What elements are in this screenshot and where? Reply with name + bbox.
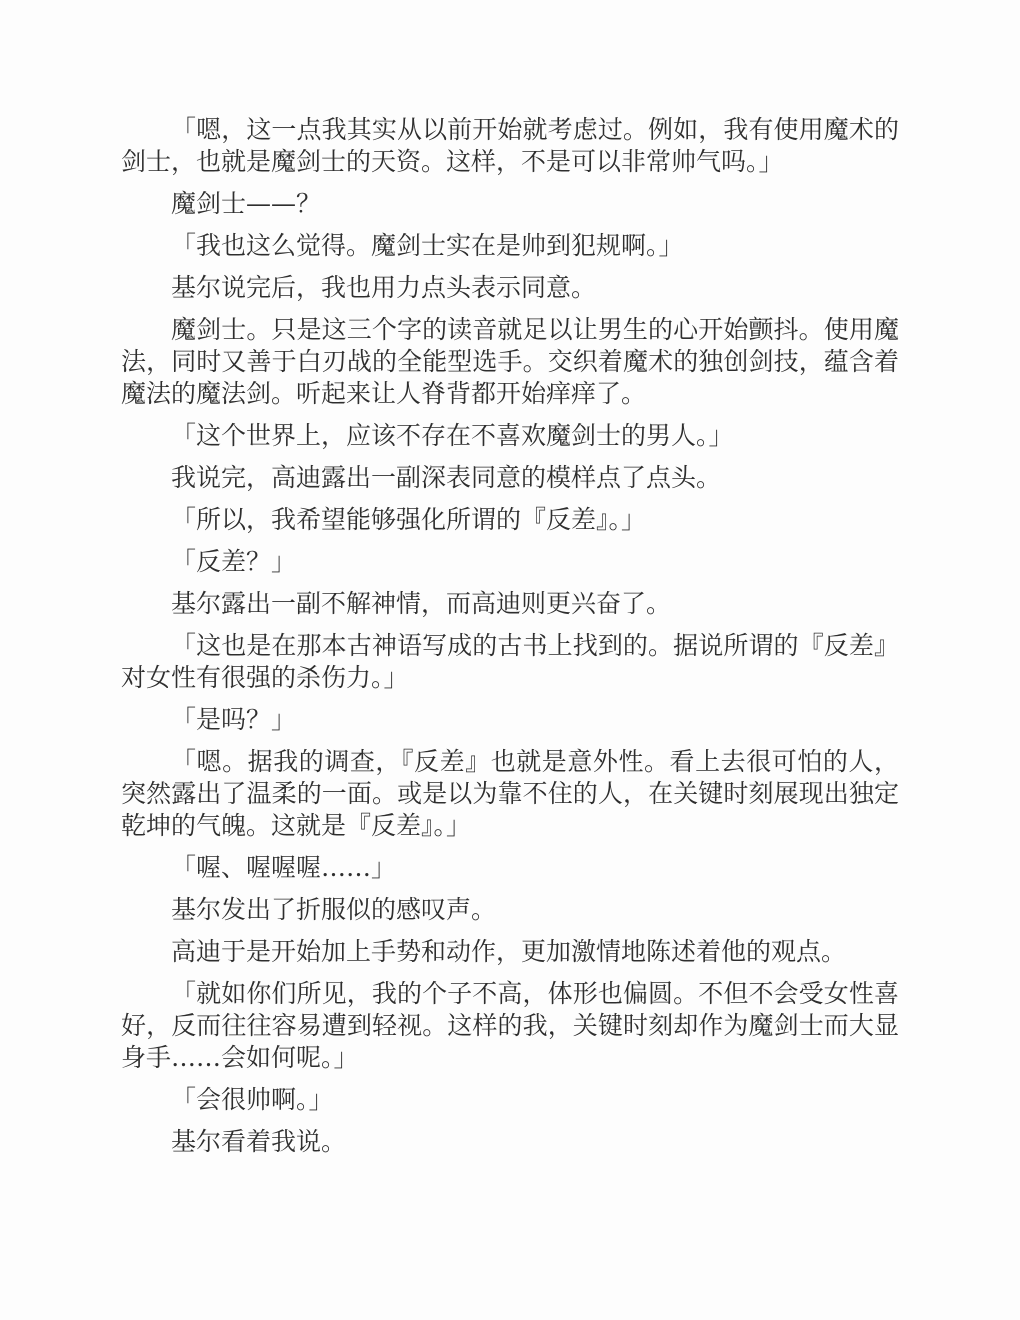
paragraph: 「嗯。据我的调查，『反差』也就是意外性。看上去很可怕的人，突然露出了温柔的一面。或是以为靠不住的人，在关键时刻展现出独定乾坤的气魄。这就是『反差』。」 — [121, 747, 899, 840]
paragraph: 「就如你们所见，我的个子不高，体形也偏圆。不但不会受女性喜好，反而往往容易遭到轻视。这样的我，关键时刻却作为魔剑士而大显身手……会如何呢。」 — [121, 979, 899, 1072]
paragraph: 「反差？」 — [171, 547, 297, 576]
paragraph: 「嗯，这一点我其实从以前开始就考虑过。例如，我有使用魔术的剑士，也就是魔剑士的天资。这样，不是可以非常帅气吗。」 — [121, 115, 899, 176]
paragraph: 我说完，高迪露出一副深表同意的模样点了点头。 — [171, 463, 722, 492]
paragraph: 基尔发出了折服似的感叹声。 — [171, 895, 497, 924]
paragraph: 「我也这么觉得。魔剑士实在是帅到犯规啊。」 — [171, 231, 684, 260]
paragraph: 基尔说完后，我也用力点头表示同意。 — [171, 273, 597, 302]
paragraph: 魔剑士——？ — [171, 189, 322, 218]
paragraph: 「这个世界上，应该不存在不喜欢魔剑士的男人。」 — [171, 421, 734, 450]
paragraph: 「这也是在那本古神语写成的古书上找到的。据说所谓的『反差』对女性有很强的杀伤力。」 — [121, 631, 899, 692]
paragraph: 基尔露出一副不解神情，而高迪则更兴奋了。 — [171, 589, 672, 618]
paragraph: 「喔、喔喔喔……」 — [171, 853, 397, 882]
text-body — [121, 114, 899, 1168]
paragraph: 高迪于是开始加上手势和动作，更加激情地陈述着他的观点。 — [171, 937, 847, 966]
paragraph: 「会很帅啊。」 — [171, 1085, 334, 1114]
paragraph: 魔剑士。只是这三个字的读音就足以让男生的心开始颤抖。使用魔法，同时又善于白刃战的全能型选手。交织着魔术的独创剑技，蕴含着魔法的魔法剑。听起来让人脊背都开始痒痒了。 — [121, 315, 899, 408]
paragraph: 「所以，我希望能够强化所谓的『反差』。」 — [171, 505, 647, 534]
paragraph: 基尔看着我说。 — [171, 1127, 347, 1156]
paragraph: 「是吗？」 — [171, 705, 297, 734]
